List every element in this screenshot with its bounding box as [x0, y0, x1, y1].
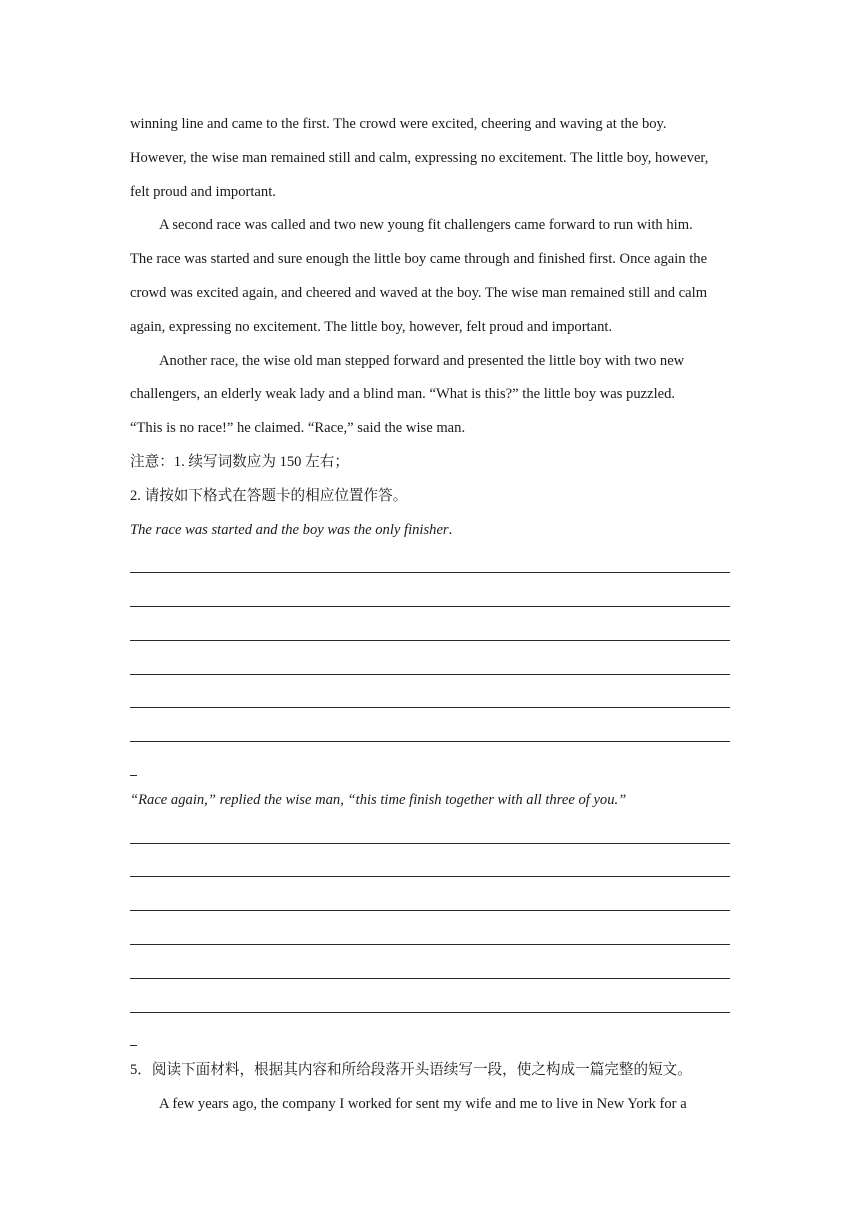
note-word-count: 注意：1. 续写词数应为 150 左右；	[130, 453, 349, 470]
writing-line[interactable]	[130, 885, 734, 919]
writing-line[interactable]	[130, 818, 734, 852]
prompt-first	[130, 514, 734, 548]
story-line: winning line and came to the first. The crowd were excited, cheering and waving at the boy.	[130, 116, 667, 132]
prompt-first-period: .	[448, 521, 453, 538]
writing-line[interactable]	[130, 581, 734, 615]
story-line: challengers, an elderly weak lady and a blind man. “What is this?” the little boy was puzzled.	[130, 386, 676, 403]
writing-line[interactable]	[130, 649, 734, 683]
story-line: Another race, the wise old man stepped forward and presented the little boy with two new	[159, 352, 685, 369]
story-line: However, the wise man remained still and calm, expressing no excitement. The little boy, however,	[130, 149, 709, 166]
prompt-first-text: The race was started and the boy was the only finisher	[130, 521, 449, 538]
writing-line[interactable]	[130, 716, 734, 750]
story-line: crowd was excited again, and cheered and waved at the boy. The wise man remained still and calm	[130, 284, 708, 301]
story-line: “This is no race!” he claimed. “Race,” said the wise man.	[130, 420, 466, 437]
writing-line[interactable]	[130, 683, 734, 717]
story-line: A second race was called and two new young fit challengers came forward to run with him.	[159, 217, 693, 234]
writing-line[interactable]	[130, 953, 734, 987]
note-format: 2. 请按如下格式在答题卡的相应位置作答。	[130, 487, 408, 504]
question-first-line: A few years ago, the company I worked for sent my wife and me to live in New York for a	[159, 1096, 687, 1113]
writing-line[interactable]	[130, 987, 734, 1021]
question-heading: 5．阅读下面材料，根据其内容和所给段落开头语续写一段，使之构成一篇完整的短文。	[130, 1062, 692, 1079]
writing-line[interactable]	[130, 919, 734, 953]
writing-line[interactable]	[130, 852, 734, 886]
document-page	[130, 108, 734, 1122]
writing-line-tail	[130, 750, 734, 784]
writing-line[interactable]	[130, 615, 734, 649]
writing-line[interactable]	[130, 547, 734, 581]
writing-line-tail	[130, 1021, 734, 1055]
prompt-second: “Race again,” replied the wise man, “this time finish together with all three of you.”	[130, 791, 627, 808]
story-line: felt proud and important.	[130, 183, 276, 200]
story-line: again, expressing no excitement. The little boy, however, felt proud and important.	[130, 318, 613, 335]
story-line: The race was started and sure enough the little boy came through and finished first. Once again the	[130, 251, 708, 268]
